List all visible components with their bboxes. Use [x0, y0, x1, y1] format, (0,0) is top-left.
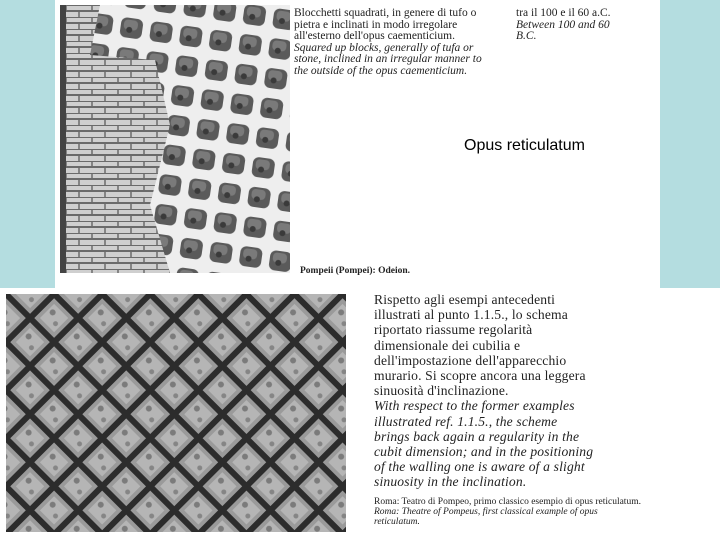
bottom-it-line: illustrati al punto 1.1.5., lo schema	[374, 307, 568, 323]
date-it: tra il 100 e il 60 a.C.	[516, 7, 611, 19]
date-en: Between 100 and 60	[516, 18, 610, 31]
top-en-line: Squared up blocks, generally of tufa or	[294, 41, 474, 54]
bottom-photo-caption	[374, 497, 719, 527]
caption-it: Roma: Teatro di Pompeo, primo classico esempio di opus reticulatum.	[374, 497, 641, 507]
slide-title: Opus reticulatum	[464, 137, 585, 154]
bottom-en-line: sinuosity in the inclination.	[374, 474, 527, 490]
bottom-it-line: dimensionale dei cubilia e	[374, 337, 521, 353]
bottom-en-line: With respect to the former examples	[374, 398, 575, 414]
top-description	[294, 8, 509, 77]
irregular-masonry-image	[60, 5, 290, 273]
bottom-description	[374, 292, 719, 490]
bottom-it-line: murario. Si scopre ancora una leggera	[374, 368, 586, 384]
roma-teatro-pompeo-photo	[6, 294, 346, 532]
caption-en: reticulatum.	[374, 517, 420, 527]
caption-text: Pompeii (Pompei): Odeion.	[300, 266, 411, 276]
pompeii-odeion-wall-photo	[60, 5, 290, 273]
bottom-it-line: Rispetto agli esempi antecedenti	[374, 292, 556, 307]
bottom-en-line: cubit dimension; and in the positioning	[374, 444, 594, 460]
top-it-line: pietra e inclinati in modo irregolare	[294, 18, 458, 31]
bottom-it-line: sinuosità d'inclinazione.	[374, 383, 509, 399]
bottom-en-line: of the walling one is aware of a slight	[374, 459, 585, 475]
date-en: B.C.	[516, 30, 537, 42]
top-it-line: Blocchetti squadrati, in genere di tufo o	[294, 7, 477, 19]
bottom-en-line: brings back again a regularity in the	[374, 428, 580, 444]
top-en-line: stone, inclined in an irregular manner to	[294, 53, 482, 65]
top-it-line: all'esterno dell'opus caementicium.	[294, 30, 455, 42]
bottom-it-line: dell'impostazione dell'apparecchio	[374, 352, 567, 368]
caption-en: Roma: Theatre of Pompeus, first classical example of opus	[374, 507, 598, 517]
bottom-it-line: riportato riassume regolarità	[374, 322, 533, 338]
top-en-line: the outside of the opus caementicium.	[294, 64, 468, 77]
top-date	[516, 8, 656, 43]
top-photo-caption	[300, 266, 410, 276]
bottom-en-line: illustrated ref. 1.1.5., the scheme	[374, 413, 558, 429]
reticulatum-grid-image	[6, 294, 346, 532]
